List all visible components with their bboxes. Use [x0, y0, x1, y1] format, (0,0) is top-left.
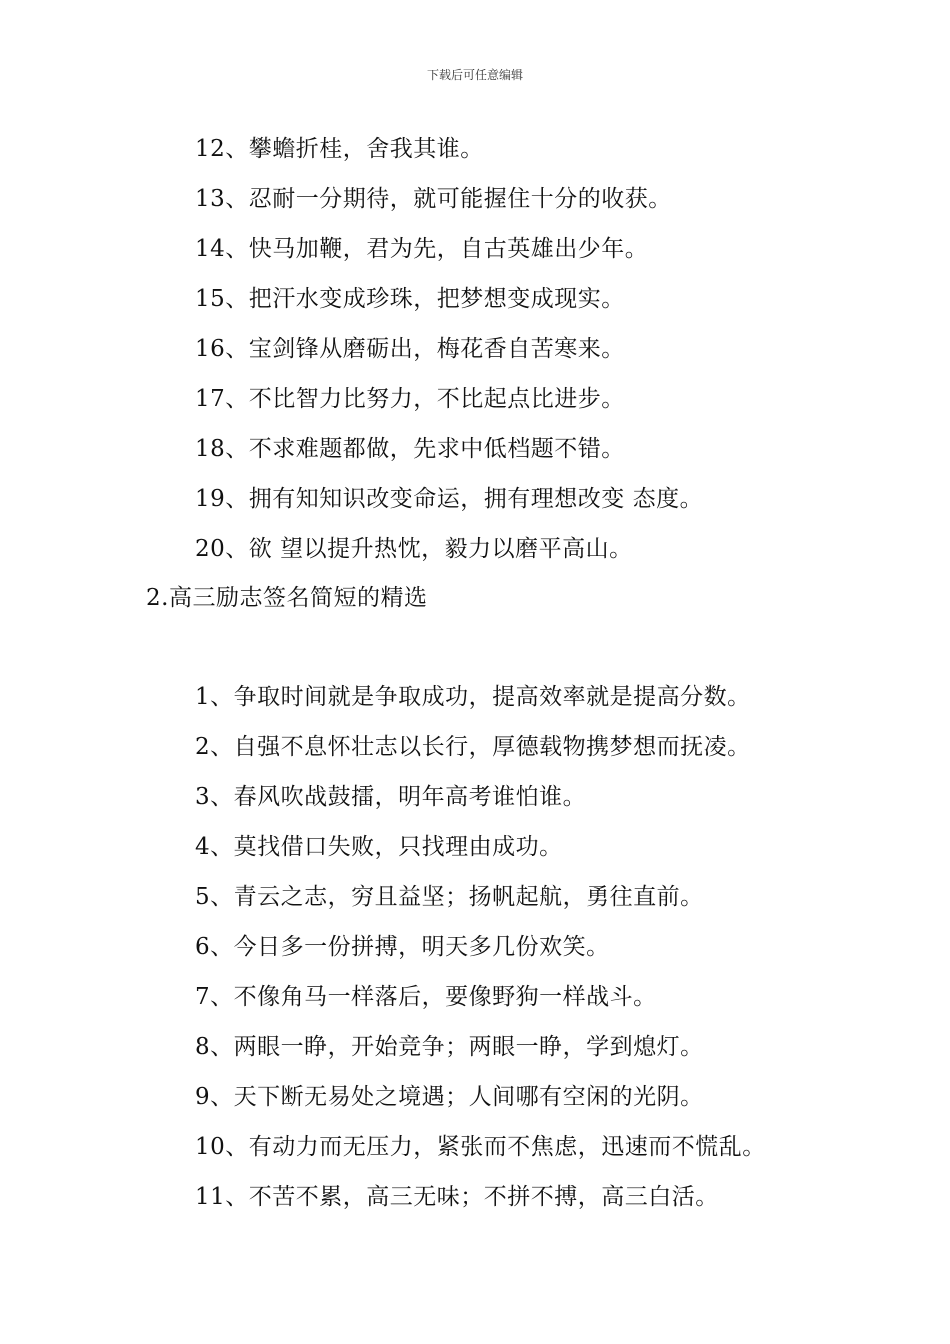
list-item: 1、争取时间就是争取成功，提高效率就是提高分数。: [195, 684, 751, 710]
list-item: 19、拥有知知识改变命运，拥有理想改变 态度。: [195, 486, 704, 512]
list-item: 10、有动力而无压力，紧张而不焦虑，迅速而不慌乱。: [195, 1134, 766, 1160]
list-item: 20、欲 望以提升热忱，毅力以磨平高山。: [195, 536, 633, 562]
list-item: 2、自强不息怀壮志以长行，厚德载物携梦想而抚凌。: [195, 734, 751, 760]
list-item: 6、今日多一份拼搏，明天多几份欢笑。: [195, 934, 610, 960]
list-item: 16、宝剑锋从磨砺出，梅花香自苦寒来。: [195, 336, 625, 362]
list-item: 13、忍耐一分期待，就可能握住十分的收获。: [195, 186, 672, 212]
list-item: 5、青云之志，穷且益坚；扬帆起航，勇往直前。: [195, 884, 704, 910]
list-item: 15、把汗水变成珍珠，把梦想变成现实。: [195, 286, 625, 312]
list-item: 17、不比智力比努力，不比起点比进步。: [195, 386, 625, 412]
list-item: 7、不像角马一样落后，要像野狗一样战斗。: [195, 984, 657, 1010]
list-item: 12、攀蟾折桂，舍我其谁。: [195, 136, 484, 162]
list-item: 3、春风吹战鼓擂，明年高考谁怕谁。: [195, 784, 587, 810]
section-heading: 2.高三励志签名简短的精选: [146, 585, 428, 611]
list-item: 11、不苦不累，高三无味；不拼不搏，高三白活。: [195, 1184, 719, 1210]
list-item: 4、莫找借口失败，只找理由成功。: [195, 834, 563, 860]
list-item: 18、不求难题都做，先求中低档题不错。: [195, 436, 625, 462]
list-item: 14、快马加鞭，君为先，自古英雄出少年。: [195, 236, 649, 262]
list-item: 9、天下断无易处之境遇；人间哪有空闲的光阴。: [195, 1084, 704, 1110]
page-header: 下载后可任意编辑: [426, 68, 523, 82]
list-item: 8、两眼一睁，开始竞争；两眼一睁，学到熄灯。: [195, 1034, 704, 1060]
